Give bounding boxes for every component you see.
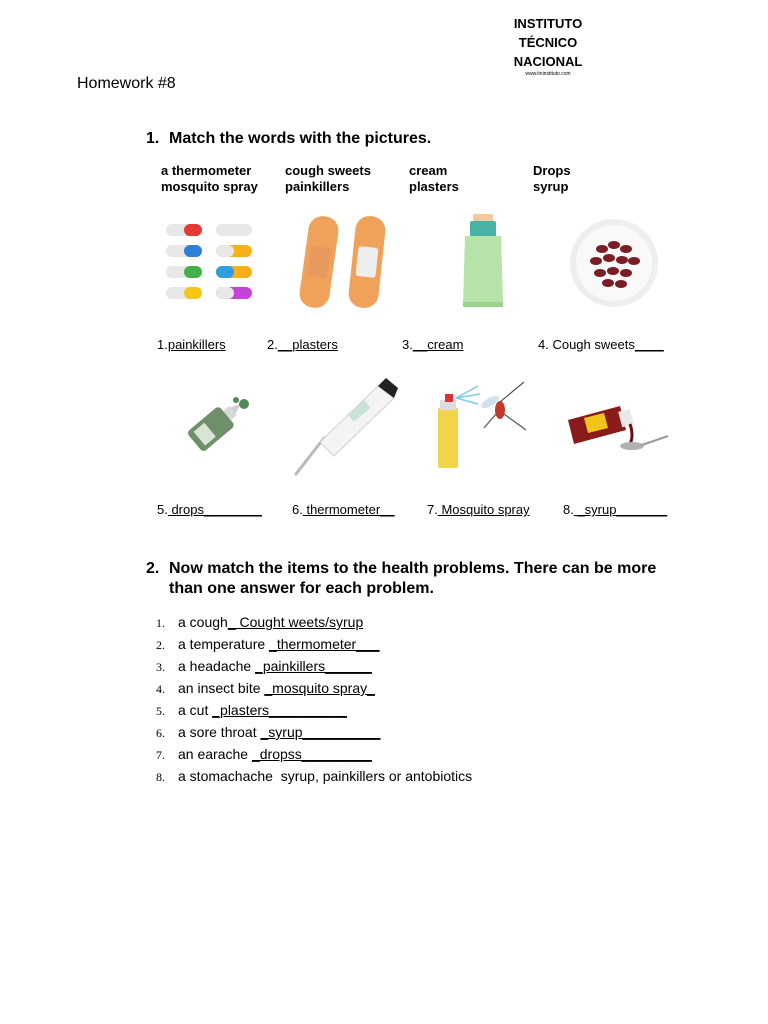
answer-number: 4. Cough sweets [538, 337, 635, 352]
thermometer-picture [290, 376, 402, 480]
cough-sweets-picture [566, 213, 662, 309]
list-item [156, 701, 716, 723]
word-bank-col-1 [161, 163, 258, 195]
answer-number: 1. [157, 337, 168, 352]
answer-number: 6. [292, 502, 303, 517]
drops-picture [172, 392, 254, 462]
answer-text: Mosquito spray [437, 502, 530, 517]
word-bank-item: cough sweets [285, 163, 371, 178]
list-item [156, 723, 716, 745]
answer-number: 3. [402, 337, 413, 352]
item-number: 1. [156, 616, 165, 630]
item-number: 6. [156, 726, 165, 740]
answer-3 [402, 337, 463, 353]
problem-text: a headache [178, 658, 256, 674]
word-bank-item: Drops [533, 163, 571, 178]
list-item [156, 745, 716, 767]
cream-tube-picture [455, 212, 511, 310]
question-1-text: Match the words with the pictures. [169, 130, 432, 147]
answer-text: __cream [412, 337, 464, 352]
list-item [156, 679, 716, 701]
answer-text: __plasters [277, 337, 338, 352]
syrup-bottle-icon [568, 406, 634, 444]
problem-answer: _ Cought weets/syrup [227, 614, 364, 630]
question-2-text: Now match the items to the health problems. There can be more than one answer for each problem. [169, 560, 657, 597]
answer-text: drops________ [167, 502, 262, 517]
mosquito-spray-picture [434, 378, 530, 470]
logo-line-1: INSTITUTO [513, 16, 583, 31]
cream-icon [463, 214, 503, 307]
list-item [156, 767, 716, 789]
item-number: 5. [156, 704, 165, 718]
word-bank-col-4 [533, 163, 571, 195]
list-item [156, 657, 716, 679]
problem-answer: _syrup__________ [260, 724, 381, 740]
item-number: 4. [156, 682, 165, 696]
syrup-picture [564, 400, 670, 454]
answer-6 [292, 502, 395, 518]
answer-5 [157, 502, 262, 518]
answer-number: 2. [267, 337, 278, 352]
answer-number: 8. [563, 502, 574, 517]
question-2-heading [146, 559, 686, 601]
answer-text: painkillers [167, 337, 226, 352]
item-number: 3. [156, 660, 165, 674]
problem-text: an insect bite [178, 680, 265, 696]
word-bank-item: a thermometer [161, 163, 252, 178]
item-number: 8. [156, 770, 165, 784]
answer-text: ____ [634, 337, 664, 352]
answer-number: 5. [157, 502, 168, 517]
word-bank-col-2 [285, 163, 371, 195]
problem-text: an earache [178, 746, 252, 762]
answer-7 [427, 502, 530, 518]
answer-1 [157, 337, 226, 353]
sweets-bowl-icon [570, 219, 658, 307]
logo-line-2: TÉCNICO [518, 35, 578, 50]
problem-text: a sore throat [178, 724, 261, 740]
school-logo [500, 14, 596, 78]
question-1-number: 1. [146, 130, 160, 147]
page-title: Homework #8 [77, 75, 176, 92]
thermometer-icon [296, 378, 398, 474]
mosquito-icon [479, 382, 526, 430]
answer-8 [563, 502, 667, 518]
list-item [156, 635, 716, 657]
problem-answer: _plasters__________ [212, 702, 347, 718]
spray-can-icon [438, 386, 480, 468]
problem-answer: _painkillers______ [255, 658, 372, 674]
word-bank-item: painkillers [285, 179, 350, 194]
problem-answer: _dropss_________ [251, 746, 372, 762]
problem-answer: _mosquito spray_ [264, 680, 375, 696]
word-bank-item: plasters [409, 179, 459, 194]
logo-line-3: NACIONAL [513, 54, 583, 69]
answer-4 [538, 337, 664, 353]
health-problems-list [156, 613, 716, 789]
question-2-number: 2. [146, 560, 160, 577]
word-bank-item: syrup [533, 179, 569, 194]
plasters-picture [296, 212, 396, 312]
logo-url: www.itninstituto.com [525, 71, 571, 77]
plaster-icon [298, 214, 387, 309]
problem-text: a cough [178, 614, 228, 630]
word-bank-col-3 [409, 163, 459, 195]
problem-text: a temperature [178, 636, 270, 652]
problem-text: a cut [178, 702, 213, 718]
answer-text: thermometer__ [302, 502, 395, 517]
spoon-icon [620, 436, 668, 450]
item-number: 7. [156, 748, 165, 762]
problem-text: a stomachache syrup, painkillers or antobiotics [178, 768, 473, 784]
answer-number: 7. [427, 502, 438, 517]
answer-2 [267, 337, 338, 353]
word-bank-item: cream [409, 163, 448, 178]
word-bank-item: mosquito spray [161, 179, 258, 194]
pill-icon [166, 224, 252, 299]
answer-text: _syrup_______ [573, 502, 668, 517]
question-1-heading [146, 129, 686, 151]
problem-answer: _thermometer___ [269, 636, 380, 652]
pills-picture [160, 218, 260, 304]
item-number: 2. [156, 638, 165, 652]
list-item [156, 613, 716, 635]
